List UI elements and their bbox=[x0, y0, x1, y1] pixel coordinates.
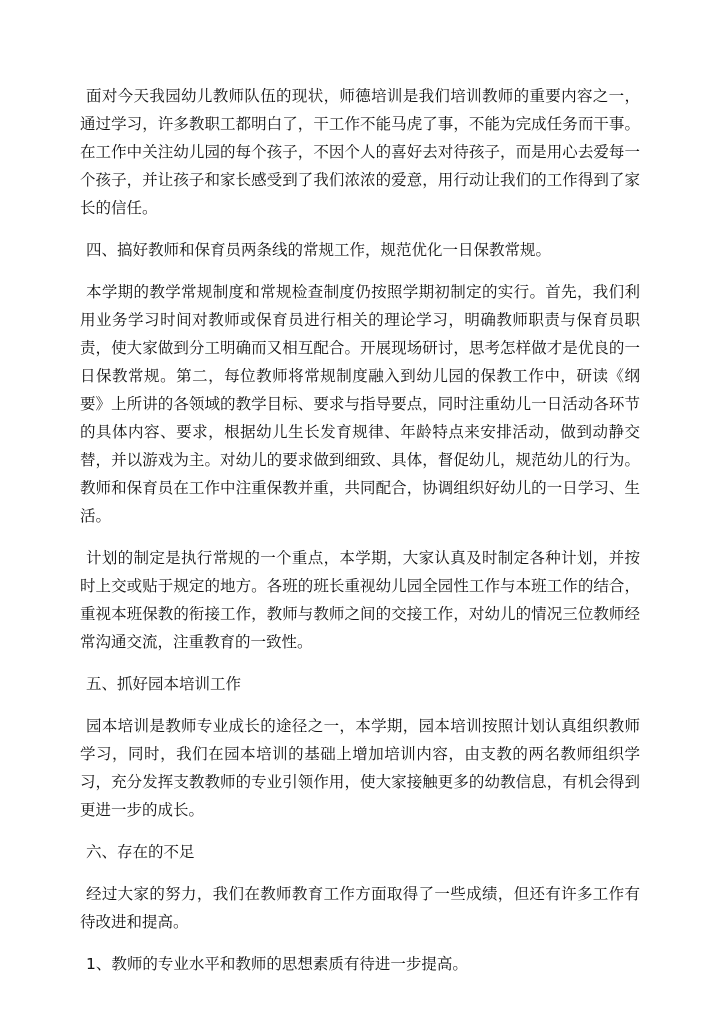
paragraph-teacher-ethics: 面对今天我园幼儿教师队伍的现状，师德培训是我们培训教师的重要内容之一，通过学习，许多教职工都明白了，干工作不能马虎了事，不能为完成任务而干事。在工作中关注幼儿园的每个孩子，不因个人的喜好去对待孩子，而是用心去爱每一个孩子，并让孩子和家长感受到了我们浓浓的爱意，用行动让我们的工作得到了家长的信任。 bbox=[80, 87, 640, 217]
document-body bbox=[80, 82, 640, 992]
section-heading-routine-work: 四、搞好教师和保育员两条线的常规工作，规范优化一日保教常规。 bbox=[86, 241, 552, 259]
section-heading-shortcomings: 六、存在的不足 bbox=[86, 843, 195, 861]
paragraph-shortcomings: 经过大家的努力，我们在教师教育工作方面取得了一些成绩，但还有许多工作有待改进和提高。 bbox=[80, 885, 640, 931]
paragraph-routine-system: 本学期的教学常规制度和常规检查制度仍按照学期初制定的实行。首先，我们利用业务学习时间对教师或保育员进行相关的理论学习，明确教师职责与保育员职责，使大家做到分工明确而又相互配合。开展现场研讨，思考怎样做才是优良的一日保教常规。第二，每位教师将常规制度融入到幼儿园的保教工作中，研读《纲要》上所讲的各领域的教学目标、要求与指导要点，同时注重幼儿一日活动各环节的具体内容、要求，根据幼儿生长发育规律、年龄特点来安排活动，做到动静交替，并以游戏为主。对幼儿的要求做到细致、具体，督促幼儿，规范幼儿的行为。教师和保育员在工作中注重保教并重，共同配合，协调组织好幼儿的一日学习、生活。 bbox=[80, 283, 640, 525]
list-item-1: 1、教师的专业水平和教师的思想素质有待进一步提高。 bbox=[86, 955, 468, 973]
section-heading-school-training: 五、抓好园本培训工作 bbox=[86, 675, 242, 693]
paragraph-planning: 计划的制定是执行常规的一个重点，本学期，大家认真及时制定各种计划，并按时上交或贴于规定的地方。各班的班长重视幼儿园全园性工作与本班工作的结合，重视本班保教的衔接工作，教师与教师之间的交接工作，对幼儿的情况三位教师经常沟通交流，注重教育的一致性。 bbox=[80, 549, 640, 651]
paragraph-school-training: 园本培训是教师专业成长的途径之一，本学期，园本培训按照计划认真组织教师学习，同时，我们在园本培训的基础上增加培训内容，由支教的两名教师组织学习，充分发挥支教教师的专业引领作用，使大家接触更多的幼教信息，有机会得到更进一步的成长。 bbox=[80, 717, 640, 819]
